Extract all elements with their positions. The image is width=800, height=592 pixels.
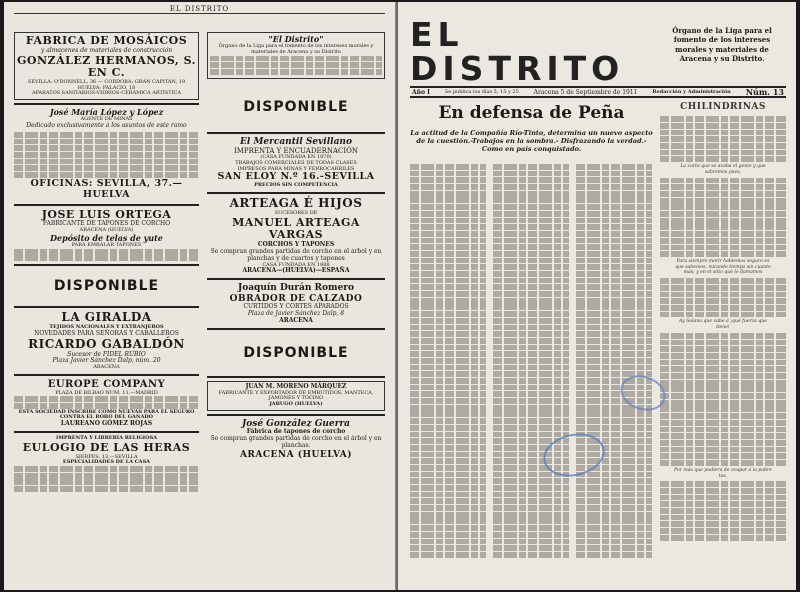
pub-note: Se publica los días 5, 15 y 25 bbox=[444, 89, 519, 95]
disponible-3: DISPONIBLE bbox=[243, 344, 349, 361]
ad-note: ESTA SOCIEDAD INSCRIBE COMO NUEVAS PARA EL SEGURO CONTRA EL ROBO DEL GANADO bbox=[18, 408, 195, 421]
ad-name: JOSE LUIS ORTEGA bbox=[41, 207, 172, 221]
ad-sub: SUCESORES DE bbox=[274, 209, 318, 216]
ad-role: AGENTE DE MINAS bbox=[80, 116, 133, 123]
ad-duran bbox=[207, 283, 385, 324]
ad-desc: Fábrica de tapones de corcho bbox=[246, 428, 346, 436]
main-headline: En defensa de Peña bbox=[438, 103, 625, 123]
ad-address: Plaza Javier Sánchez Dalp, núm. 20 bbox=[52, 357, 161, 365]
ad-city: ARACENA—(HUELVA)—ESPAÑA bbox=[242, 267, 350, 275]
ad-company: GONZÁLEZ HERMANOS, S. EN C. bbox=[17, 53, 196, 80]
ad-europe bbox=[14, 379, 199, 428]
ad-succ: Sucesor de FIDEL RUBIO bbox=[67, 350, 146, 358]
ad-buy: Se compran grandes partidas de corcho en el árbol y en planchas y de cuartos y tapones bbox=[210, 247, 382, 262]
ad-offices: OFICINAS: SEVILLA, 37.—HUELVA bbox=[30, 177, 183, 200]
ad-title: FABRICA DE MOSÁICOS bbox=[25, 34, 188, 47]
ad-sub: ESPECIALIDADES DE LA CASA bbox=[62, 459, 151, 466]
chilindrinas-column bbox=[660, 102, 786, 541]
ad-title: EUROPE COMPANY bbox=[47, 379, 166, 391]
ad-city: ARACENA (HUELVA) bbox=[239, 449, 353, 460]
ad-name: José María López y López bbox=[49, 107, 164, 118]
newspaper-spread bbox=[4, 2, 796, 590]
verse-stanza: Para siempre morir hablemos seguro es que sabemos, mirando tiempo sin cuanto más; y en el sitio que lo llamamos bbox=[675, 259, 771, 276]
admin-label: Redacción y Administración bbox=[652, 89, 731, 95]
ad-title: IMPRENTA Y LIBRERÍA RELIGIOSA bbox=[56, 435, 157, 442]
article-column-2 bbox=[493, 164, 569, 559]
ad-role: OBRADOR DE CALZADO bbox=[229, 293, 363, 304]
ad-depot: Depósito de telas de yute bbox=[50, 232, 163, 243]
ad-city: ARACENA bbox=[279, 316, 313, 324]
ad-address: SAN ELOY N.º 16.-SEVILLA bbox=[217, 171, 375, 183]
ad-sub: IMPRENTA Y ENCUADERNACIÓN bbox=[233, 147, 359, 156]
ad-address: HUELVA: PALACIO, 18 bbox=[77, 84, 136, 91]
ad-title: ARTEAGA É HIJOS bbox=[229, 196, 363, 211]
ad-name: Joaquín Durán Romero bbox=[237, 283, 355, 294]
ad-lopez bbox=[14, 108, 199, 200]
ad-sub: TEJIDOS NACIONALES Y EXTRANJEROS bbox=[49, 324, 164, 331]
ad-address: PLAZA DE BILBAO NUM. 11.—MADRID bbox=[55, 389, 158, 396]
ad-goods: CORCHOS Y TAPONES bbox=[257, 240, 335, 248]
ad-title: LA GIRALDA bbox=[61, 310, 152, 325]
verse-stanza: La carta que se acaba el genio y que sabremos pues, bbox=[680, 164, 766, 175]
masthead-el: EL bbox=[410, 15, 464, 54]
ad-jobs: TRABAJOS COMERCIALES DE TODAS CLASES bbox=[235, 159, 357, 166]
ad-goods: CURTIDOS Y CORTES APARADOS bbox=[243, 302, 349, 310]
right-page bbox=[398, 2, 796, 590]
ad-body-text bbox=[14, 132, 199, 178]
ad-city: ARACENA bbox=[93, 364, 120, 371]
issue-info-bar bbox=[410, 86, 786, 98]
verse-stanza: Por más que pudiera de ocupar á la pobre tos. bbox=[674, 467, 772, 479]
ad-name: RICARDO GABALDÓN bbox=[28, 336, 185, 351]
ad-jobs: IMPRESOS PARA MINAS Y FERROCARRILES bbox=[237, 165, 355, 172]
issue-year: Año I bbox=[412, 88, 430, 96]
headline-subhead: La actitud de la Compañía Río-Tinto, determina un nuevo aspecto de la cuestión.-Trabajos en la sombra.- Disfrazando la verdad.-Como en país conquistado. bbox=[410, 129, 653, 154]
ad-title: El Mercantil Sevillano bbox=[240, 136, 352, 147]
ad-address: Plaza de Javier Sánchez Dalp, 8 bbox=[247, 309, 345, 317]
ad-giralda bbox=[14, 311, 199, 371]
disponible-2: DISPONIBLE bbox=[243, 98, 349, 115]
ad-line: y almacenes de materiales de construcción bbox=[40, 46, 173, 54]
disponible-1: DISPONIBLE bbox=[53, 278, 160, 295]
ad-founded: (CASA FUNDADA EN 1870) bbox=[260, 154, 332, 161]
verse-stanza: Ay Solana que cabe á ¡qué fuerza que tiene! bbox=[679, 319, 767, 331]
ad-desc: Órgano de la Liga para el fomento de los intereses morales y materiales de Aracena y su Distrito bbox=[218, 43, 374, 55]
masthead-distrito: DISTRITO bbox=[410, 49, 625, 88]
ad-buy: Se compran grandes partidas de corcho en el árbol y en planchas. bbox=[210, 435, 382, 450]
ad-mercantil bbox=[207, 137, 385, 189]
ad-founded: CASA FUNDADA EN 1888 bbox=[262, 261, 330, 268]
ad-gonzalez bbox=[14, 32, 199, 100]
left-ads-column-1 bbox=[14, 32, 199, 493]
ad-arteaga bbox=[207, 197, 385, 275]
ad-rep: LAUREANO GÓMEZ ROJAS bbox=[60, 420, 153, 428]
masthead bbox=[410, 15, 650, 88]
ad-footer: APARATOS SANITARIOS-VIDRIOS-CERÁMICA ARTÍSTICA bbox=[32, 90, 181, 97]
article-column-3 bbox=[576, 164, 652, 559]
ad-name: MANUEL ARTEAGA VARGAS bbox=[232, 215, 360, 242]
ad-sub: NOVEDADES PARA SEÑORAS Y CABALLEROS bbox=[34, 329, 179, 337]
ad-desc: FABRICANTE Y EXPORTADOR DE EMBUTIDOS, MANTECA, JAMONES Y TOCINO bbox=[218, 389, 374, 402]
ad-name: EULOGIO DE LAS HERAS bbox=[22, 440, 191, 454]
issue-date: Aracena 5 de Septiembre de 1911 bbox=[533, 88, 638, 96]
ad-title: "El Distrito" bbox=[268, 34, 324, 44]
ad-desc: FABRICANTE DE TAPONES DE CORCHO bbox=[42, 220, 171, 228]
ad-name: JUAN M. MORENO MÁRQUEZ bbox=[245, 382, 347, 390]
ad-desc: Dedicado exclusivamente á los asuntos de este ramo bbox=[26, 122, 187, 129]
article-column-1 bbox=[410, 164, 486, 559]
issue-number: Núm. 13 bbox=[745, 87, 784, 97]
ad-tag: PRECIOS SIN COMPETENCIA bbox=[254, 182, 338, 189]
chilindrinas-title: CHILINDRINAS bbox=[680, 102, 766, 112]
ad-name: José González Guerra bbox=[241, 418, 351, 429]
left-ads-column-2 bbox=[207, 32, 385, 460]
ad-address: SIERPES, 13.—SEVILLA bbox=[75, 453, 138, 460]
ad-moreno bbox=[207, 381, 385, 411]
ad-place: JABUGO (HUELVA) bbox=[269, 401, 323, 408]
organo-tagline: Órgano de la Liga para el fomento de los intereses morales y materiales de Aracena y su Distrito. bbox=[672, 26, 772, 64]
ad-gonzalez-guerra bbox=[207, 419, 385, 460]
ad-el-distrito bbox=[207, 32, 385, 79]
ad-depot-sub: PARA EMBALAR TAPONES bbox=[71, 242, 142, 249]
ad-address: SEVILLA: O'DONNELL, 36 — CORDOBA: GRAN CAPITAN, 19 bbox=[27, 78, 186, 85]
running-head: EL DISTRITO bbox=[14, 2, 385, 14]
ad-ortega bbox=[14, 209, 199, 262]
ad-place: ARACENA (HUELVA) bbox=[79, 227, 134, 234]
left-page bbox=[4, 2, 396, 590]
ad-heras bbox=[14, 436, 199, 492]
